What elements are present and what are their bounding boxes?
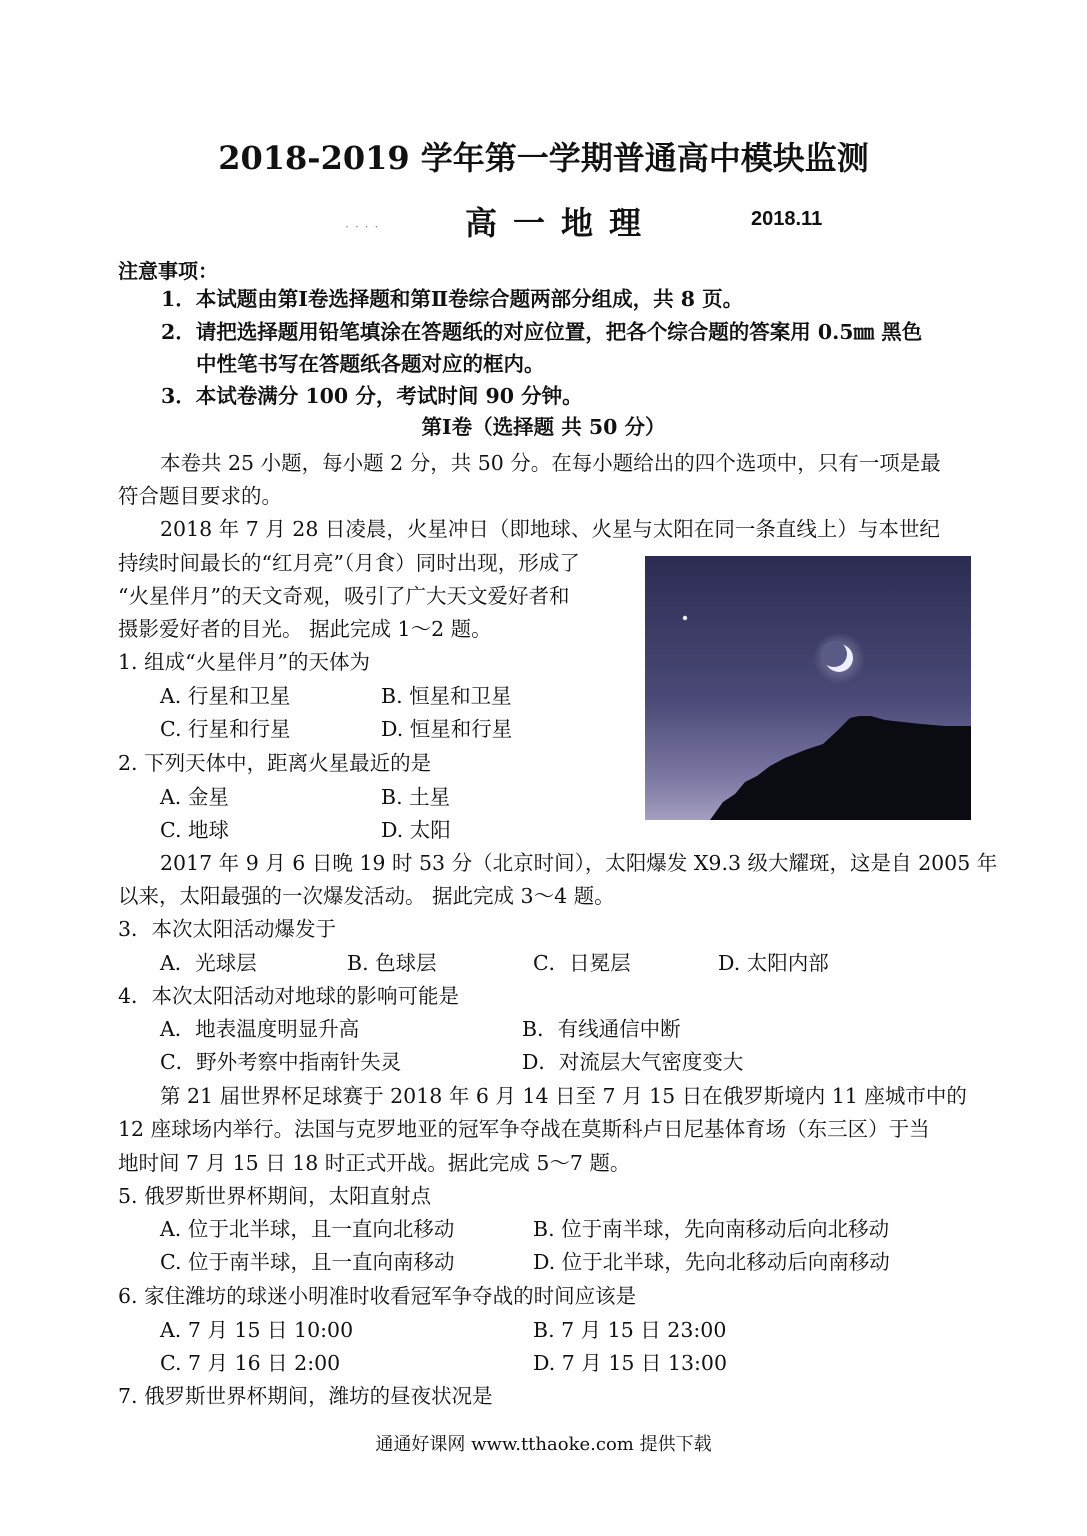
q3-option-b: B. 色球层 — [347, 951, 437, 975]
q6-option-a: A. 7 月 15 日 10:00 — [160, 1318, 354, 1342]
q1-option-a: A. 行星和卫星 — [160, 684, 291, 708]
q2-option-d: D. 太阳 — [381, 818, 451, 842]
q5-option-a: A. 位于北半球，且一直向北移动 — [160, 1217, 455, 1241]
night-sky-image — [645, 556, 971, 820]
passage3-line2: 12 座球场内举行。法国与克罗地亚的冠军争夺战在莫斯科卢日尼基体育场（东三区）于当 — [118, 1117, 930, 1141]
passage1-line1: 2018 年 7 月 28 日凌晨，火星冲日（即地球、火星与太阳在同一条直线上）与本世纪 — [160, 517, 940, 541]
q2-option-c: C. 地球 — [160, 818, 229, 842]
subject-title: 高一地理 — [465, 204, 658, 242]
q4-option-c: C．野外考察中指南针失灵 — [160, 1050, 402, 1074]
exam-date: 2018.11 — [751, 208, 823, 230]
q1-option-d: D. 恒星和行星 — [381, 717, 513, 741]
passage1-line3: “火星伴月”的天文奇观，吸引了广大天文爱好者和 — [118, 584, 570, 608]
subtitle-row — [0, 198, 1087, 242]
q4-option-a: A．地表温度明显升高 — [160, 1017, 360, 1041]
q5-option-c: C. 位于南半球，且一直向南移动 — [160, 1250, 455, 1274]
q3-option-c: C．日冕层 — [533, 951, 631, 975]
q1-option-c: C. 行星和行星 — [160, 717, 291, 741]
page-footer: 通通好课网 www.tthaoke.com 提供下载 — [375, 1434, 712, 1455]
q4-stem: 4．本次太阳活动对地球的影响可能是 — [118, 984, 460, 1008]
q5-option-b: B. 位于南半球，先向南移动后向北移动 — [533, 1217, 890, 1241]
section-heading: 第Ⅰ卷（选择题 共 50 分） — [421, 415, 666, 439]
q7-stem: 7. 俄罗斯世界杯期间，潍坊的昼夜状况是 — [118, 1384, 493, 1408]
passage1-line2: 持续时间最长的“红月亮”（月食）同时出现，形成了 — [118, 551, 580, 575]
passage3-line1: 第 21 届世界杯足球赛于 2018 年 6 月 14 日至 7 月 15 日在俄罗斯境内 11 座城市中的 — [160, 1084, 967, 1108]
q2-option-a: A. 金星 — [160, 785, 229, 809]
exam-title: 2018-2019 学年第一学期普通高中模块监测 — [218, 139, 869, 177]
q2-stem: 2. 下列天体中，距离火星最近的是 — [118, 751, 432, 775]
passage3-line3: 地时间 7 月 15 日 18 时正式开战。据此完成 5～7 题。 — [118, 1151, 631, 1175]
q6-option-d: D. 7 月 15 日 13:00 — [533, 1351, 728, 1375]
section-intro-2: 符合题目要求的。 — [118, 484, 282, 508]
passage2-line1: 2017 年 9 月 6 日晚 19 时 53 分（北京时间），太阳爆发 X9.3 级大耀斑，这是自 2005 年 — [160, 851, 998, 875]
notice-item-2: 2．请把选择题用铅笔填涂在答题纸的对应位置，把各个综合题的答案用 0.5㎜ 黑色 — [161, 320, 923, 344]
q6-stem: 6. 家住潍坊的球迷小明准时收看冠军争夺战的时间应该是 — [118, 1284, 637, 1308]
notice-item-3: 3．本试卷满分 100 分，考试时间 90 分钟。 — [161, 384, 583, 408]
mars-star — [683, 616, 687, 620]
q1-stem: 1. 组成“火星伴月”的天体为 — [118, 650, 371, 674]
q3-option-d: D. 太阳内部 — [718, 951, 829, 975]
notice-heading: 注意事项： — [118, 259, 218, 283]
q3-option-a: A．光球层 — [160, 951, 257, 975]
passage1-line4: 摄影爱好者的目光。 据此完成 1～2 题。 — [118, 617, 492, 641]
q5-option-d: D. 位于北半球，先向北移动后向南移动 — [533, 1250, 890, 1274]
q3-stem: 3．本次太阳活动爆发于 — [118, 917, 337, 941]
q4-option-d: D．对流层大气密度变大 — [522, 1050, 744, 1074]
passage2-line2: 以来，太阳最强的一次爆发活动。 据此完成 3～4 题。 — [118, 884, 615, 908]
notice-item-1: 1．本试题由第Ⅰ卷选择题和第Ⅱ卷综合题两部分组成，共 8 页。 — [161, 287, 744, 311]
q2-option-b: B. 土星 — [381, 785, 451, 809]
q6-option-c: C. 7 月 16 日 2:00 — [160, 1351, 341, 1375]
q1-option-b: B. 恒星和卫星 — [381, 684, 512, 708]
q4-option-b: B．有线通信中断 — [522, 1017, 681, 1041]
section-intro-1: 本卷共 25 小题，每小题 2 分，共 50 分。在每小题给出的四个选项中，只有一项是最 — [160, 451, 941, 475]
q6-option-b: B. 7 月 15 日 23:00 — [533, 1318, 727, 1342]
decorative-dots: ···· — [345, 220, 385, 234]
notice-item-2-cont: 中性笔书写在答题纸各题对应的框内。 — [196, 352, 545, 376]
q5-stem: 5. 俄罗斯世界杯期间，太阳直射点 — [118, 1184, 432, 1208]
mars-moon-photo — [645, 556, 971, 820]
